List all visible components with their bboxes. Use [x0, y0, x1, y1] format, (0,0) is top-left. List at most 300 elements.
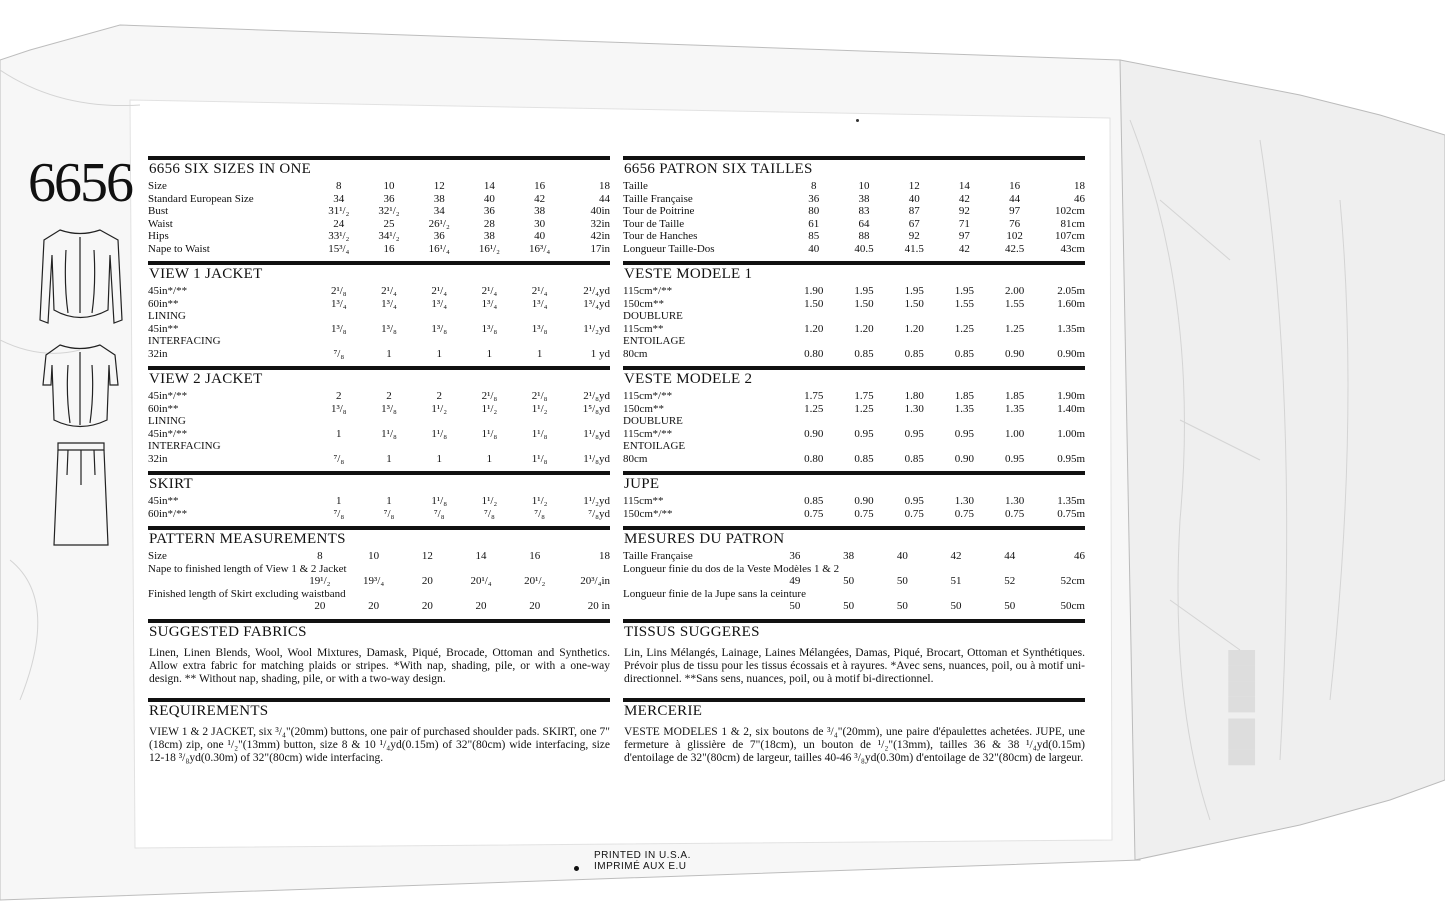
fr-requirements-title: MERCERIE	[624, 702, 703, 719]
cell-value: 80	[808, 205, 820, 217]
cell-value	[990, 335, 1040, 348]
cell-value: 1.35m	[1057, 322, 1085, 335]
fr-size-section	[623, 156, 1085, 255]
row-label: 32in	[148, 452, 168, 465]
cell-value: 16¹/₂	[478, 242, 501, 255]
table-row	[148, 243, 610, 256]
pattern-number: 6656	[28, 152, 132, 214]
cell-value: 0.95	[904, 427, 924, 440]
cell-value	[364, 440, 414, 453]
cell-value: 1	[386, 347, 392, 360]
cell-value: 40in	[590, 205, 610, 217]
cell-value	[515, 310, 565, 323]
cell-value: 10	[858, 180, 870, 192]
table-row	[623, 180, 1085, 193]
cell-value: 20	[529, 600, 541, 612]
cell-value: 1.20	[904, 322, 924, 335]
cell-value: 50	[896, 575, 908, 587]
cell-value: 16	[529, 550, 541, 562]
row-label: 45in**	[148, 495, 179, 507]
table-row	[148, 440, 610, 453]
table-row	[148, 285, 610, 298]
table-row	[148, 563, 610, 576]
cell-value: 1.85	[1004, 390, 1025, 402]
cell-value	[939, 310, 989, 323]
cell-value: 1.25	[954, 322, 975, 335]
cell-value: 2¹/₈	[481, 390, 498, 402]
cell-value: 0.95	[954, 427, 975, 440]
french-column	[623, 156, 1085, 771]
cell-value: 46	[1074, 192, 1085, 205]
en-pattern-measurements-table	[148, 550, 610, 613]
cell-value: 19³/₄	[363, 575, 385, 587]
cell-value: 50	[843, 600, 855, 612]
cell-value: 14	[475, 550, 487, 562]
cell-value: 2¹/₄	[531, 285, 548, 297]
cell-value: 15³/₄	[328, 242, 350, 255]
table-row	[148, 298, 610, 311]
en-view1-table	[148, 285, 610, 360]
row-label: DOUBLURE	[623, 415, 683, 427]
cell-value: 0.85	[904, 347, 924, 360]
cell-value: 1.85	[954, 390, 975, 402]
cell-value: 1³/₄yd	[583, 297, 610, 310]
cell-value: 88	[858, 230, 870, 242]
row-label: DOUBLURE	[623, 310, 683, 322]
row-label: INTERFACING	[148, 440, 221, 452]
cell-value: 1³/₈	[330, 322, 347, 335]
en-view2-table	[148, 390, 610, 465]
cell-value	[414, 335, 464, 348]
cell-value: 40	[808, 242, 820, 255]
en-skirt-title: SKIRT	[149, 476, 193, 492]
cell-value: 50	[950, 600, 962, 612]
cell-value: ⁷/₈	[433, 507, 445, 520]
cell-value: 1³/₄	[481, 297, 498, 310]
cell-value: 52cm	[1060, 575, 1085, 587]
spacer	[148, 600, 293, 613]
row-label: LINING	[148, 415, 186, 427]
cell-value: 2¹/₄yd	[583, 285, 610, 297]
cell-value: 1¹/₂	[481, 495, 498, 507]
row-label: Waist	[148, 217, 173, 230]
table-row	[623, 323, 1085, 336]
table-row	[148, 428, 610, 441]
cell-value: 1¹/₈	[381, 427, 397, 440]
cell-value: 1¹/₈	[431, 495, 448, 507]
cell-value: 67	[908, 217, 920, 230]
cell-value	[464, 335, 514, 348]
cell-value	[414, 440, 464, 453]
cell-value: 20¹/₂	[524, 575, 546, 587]
row-label: Bust	[148, 205, 169, 217]
cell-value: 8	[811, 180, 817, 192]
cell-value: 1.55	[1004, 297, 1025, 310]
cell-value: 1³/₄	[431, 297, 448, 310]
cell-value: 1³/₈	[431, 322, 448, 335]
table-row	[623, 335, 1085, 348]
cell-value: 1	[436, 347, 442, 360]
cell-value: 2¹/₈	[531, 390, 548, 402]
cell-value	[565, 335, 610, 348]
cell-value: 97	[1009, 205, 1021, 217]
cell-value: 38	[858, 192, 870, 205]
cell-value: 83	[858, 205, 870, 217]
cell-value: 1.50	[904, 297, 924, 310]
table-row	[623, 428, 1085, 441]
cell-value: 41.5	[904, 242, 924, 255]
table-row	[623, 243, 1085, 256]
row-label: 150cm**	[623, 402, 664, 415]
cell-value: 52	[1004, 575, 1016, 587]
cell-value: 1.30	[954, 495, 975, 507]
table-row	[148, 193, 610, 206]
cell-value: 8	[336, 180, 342, 192]
table-row	[148, 575, 610, 588]
cell-value	[565, 440, 610, 453]
cell-value: 87	[908, 205, 920, 217]
cell-value: 0.90	[804, 427, 824, 440]
table-row	[148, 415, 610, 428]
cell-value: 1¹/₈yd	[583, 427, 610, 440]
table-row	[148, 588, 610, 601]
cell-value: 25	[383, 217, 395, 230]
cell-value: 36	[808, 192, 820, 205]
cell-value: 0.85	[954, 347, 975, 360]
cell-value: 42	[958, 242, 970, 255]
fr-view2-title: VESTE MODELE 2	[624, 371, 753, 387]
cell-value: 51	[950, 575, 962, 587]
cell-value: 20	[314, 600, 326, 612]
table-row	[148, 310, 610, 323]
cell-value: 0.95m	[1057, 452, 1085, 465]
cell-value: 1¹/₈	[431, 427, 448, 440]
row-label: 115cm*/**	[623, 427, 673, 440]
cell-value	[515, 335, 565, 348]
cell-value: ⁷/₈	[534, 507, 545, 520]
en-view1-section	[148, 261, 610, 360]
cell-value: 0.90	[1004, 347, 1025, 360]
cell-value: 18	[599, 180, 610, 192]
fr-view2-table	[623, 390, 1085, 465]
cell-value: 2	[386, 390, 392, 402]
cell-value	[364, 310, 414, 323]
cell-value: ⁷/₈	[383, 507, 395, 520]
spacer	[148, 575, 293, 588]
table-row	[623, 508, 1085, 521]
row-label: 150cm*/**	[623, 507, 673, 520]
cell-value: 12	[421, 550, 433, 562]
table-row	[623, 600, 1085, 613]
cell-value: 16	[383, 242, 395, 255]
row-label: Tour de Hanches	[623, 230, 698, 242]
cell-value: 44	[1004, 550, 1016, 562]
en-pattern-measurements-title: PATTERN MEASUREMENTS	[149, 531, 346, 547]
cell-value: 36	[433, 230, 445, 242]
table-row	[623, 218, 1085, 231]
cell-value	[839, 335, 889, 348]
row-label: Nape to finished length of View 1 & 2 Jacket	[148, 562, 347, 575]
cell-value: 36	[789, 550, 801, 562]
table-row	[148, 230, 610, 243]
cell-value	[1040, 440, 1085, 453]
table-row	[623, 348, 1085, 361]
cell-value: 85	[808, 230, 820, 242]
cell-value: 1.95	[904, 285, 924, 297]
cell-value: 1.35m	[1057, 495, 1085, 507]
cell-value	[565, 310, 610, 323]
fr-view1-table	[623, 285, 1085, 360]
cell-value: 38	[843, 550, 855, 562]
cell-value: 14	[483, 180, 495, 192]
cell-value	[464, 310, 514, 323]
en-view2-section	[148, 366, 610, 465]
table-row	[148, 323, 610, 336]
cell-value: 42.5	[1004, 242, 1025, 255]
cell-value	[464, 415, 514, 428]
printed-in-usa: PRINTED IN U.S.A.	[594, 850, 691, 861]
cell-value: 42	[534, 192, 546, 205]
row-label: 45in*/**	[148, 427, 188, 440]
cell-value: 1.00m	[1057, 427, 1085, 440]
fr-skirt-section	[623, 471, 1085, 520]
table-row	[623, 298, 1085, 311]
cell-value: 102cm	[1055, 205, 1085, 217]
cell-value: 1.90	[804, 285, 824, 297]
cell-value	[990, 415, 1040, 428]
fr-requirements-text: VESTE MODELES 1 & 2, six boutons de ³/₄"(20mm), une paire d'épaulettes achetées. JUPE, une fermeture à glissière de 7"(18cm), un bouton de ¹/₂"(13mm), tailles 36 & 38 ¹/₄yd(0.15m) d'entoilage de 32"(80cm) de largeur, tailles 40-46 ³/₈yd(0.30m) d'entoilage de 32"(80cm) de largeur.	[624, 725, 1085, 764]
table-row	[148, 335, 610, 348]
cell-value: 1¹/₈	[481, 427, 498, 440]
cell-value: 1.30	[904, 402, 924, 415]
row-label: Tour de Taille	[623, 217, 685, 230]
en-fabrics-section	[148, 619, 610, 692]
cell-value	[839, 440, 889, 453]
en-pattern-measurements-section	[148, 526, 610, 613]
cell-value: 16³/₄	[529, 242, 551, 255]
row-label: 115cm**	[623, 495, 664, 507]
cell-value: 1¹/₈	[531, 452, 548, 465]
row-label: 115cm*/**	[623, 285, 673, 297]
cell-value: ⁷/₈	[333, 452, 345, 465]
cell-value: 1³/₈	[481, 322, 498, 335]
cell-value: 1	[436, 452, 442, 465]
cell-value: 8	[317, 550, 323, 562]
fr-fabrics-text: Lin, Lins Mélangés, Lainage, Laines Mélangées, Damas, Piqué, Brocart, Ottoman et Synthétiques. Prévoir plus de tissu pour les tissus écossais et à rayures. *Avec sens, nuances, poil, ou à motif uni-directionnel. **Sans sens, nuances, poil, ou à motif bi-directionnel.	[624, 646, 1085, 685]
cell-value: 1³/₈	[330, 402, 347, 415]
cell-value	[939, 335, 989, 348]
cell-value: 40	[483, 192, 495, 205]
cell-value: 1	[386, 452, 392, 465]
row-label: 115cm*/**	[623, 390, 673, 402]
cell-value: 20	[421, 600, 433, 612]
table-row	[623, 403, 1085, 416]
cell-value	[789, 440, 839, 453]
en-view2-title: VIEW 2 JACKET	[149, 371, 263, 387]
cell-value: 30	[534, 217, 546, 230]
cell-value: 50	[843, 575, 855, 587]
en-title: 6656 SIX SIZES IN ONE	[149, 161, 312, 177]
cell-value: 1¹/₂	[431, 402, 448, 415]
cell-value	[789, 415, 839, 428]
cell-value: 1	[386, 495, 392, 507]
table-row	[623, 193, 1085, 206]
cell-value: 1¹/₂	[531, 495, 548, 507]
cell-value: 2¹/₄	[381, 285, 397, 297]
cell-value: 0.95	[1004, 452, 1025, 465]
row-label: Hips	[148, 230, 169, 242]
cell-value: 40	[534, 230, 546, 242]
row-label: Longueur finie du dos de la Veste Modèles 1 & 2	[623, 562, 840, 575]
cell-value: 16¹/₄	[428, 242, 450, 255]
cell-value	[939, 415, 989, 428]
cell-value: 1.40m	[1057, 402, 1085, 415]
fr-pattern-measurements-section	[623, 526, 1085, 613]
cell-value: 38	[483, 230, 495, 242]
cell-value	[789, 310, 839, 323]
table-row	[623, 285, 1085, 298]
jacket-view1-sketch	[40, 230, 122, 323]
cell-value	[990, 310, 1040, 323]
row-label: Longueur Taille-Dos	[623, 242, 715, 255]
table-row	[623, 588, 1085, 601]
row-label: 115cm**	[623, 322, 664, 335]
cell-value: 1³/₄	[330, 297, 347, 310]
cell-value: 0.80	[804, 452, 824, 465]
cell-value: 1³/₈	[531, 322, 548, 335]
cell-value: 1.95	[954, 285, 975, 297]
row-label: 45in**	[148, 322, 179, 335]
cell-value: 16	[534, 180, 546, 192]
cell-value: 20	[475, 600, 487, 612]
cell-value: 1³/₈	[381, 322, 397, 335]
row-label: ENTOILAGE	[623, 440, 686, 452]
cell-value: 0.85	[804, 495, 824, 507]
cell-value: 0.75	[854, 507, 874, 520]
table-row	[148, 348, 610, 361]
cell-value: 2.00	[1004, 285, 1025, 297]
dot-mark	[856, 119, 859, 122]
cell-value: 61	[808, 217, 820, 230]
cell-value: 64	[858, 217, 870, 230]
cell-value	[314, 335, 364, 348]
table-row	[623, 205, 1085, 218]
row-label: 60in**	[148, 297, 179, 310]
cell-value: 33¹/₂	[328, 230, 350, 242]
cell-value	[515, 440, 565, 453]
cell-value	[464, 440, 514, 453]
fr-view1-title: VESTE MODELE 1	[624, 266, 753, 282]
cell-value: 44	[1009, 192, 1021, 205]
cell-value: 38	[433, 192, 445, 205]
row-label: 45in*/**	[148, 285, 188, 297]
cell-value: 0.80	[804, 347, 824, 360]
en-requirements-text: VIEW 1 & 2 JACKET, six ³/₄"(20mm) buttons, one pair of purchased shoulder pads. SKIRT, one 7"(18cm) zip, one ¹/₂"(13mm) button, size 8 & 10 ¹/₄yd(0.15m) of 32"(80cm) wide interfacing, size 12-18 ³/₈yd(0.30m) of 32"(80cm) wide interfacing.	[149, 725, 610, 764]
jacket-view2-sketch	[43, 345, 118, 427]
cell-value: 102	[1006, 230, 1023, 242]
row-label: ENTOILAGE	[623, 335, 686, 347]
cell-value: 0.90	[954, 452, 975, 465]
cell-value: 1.25	[1004, 322, 1025, 335]
en-skirt-section	[148, 471, 610, 520]
en-requirements-title: REQUIREMENTS	[149, 702, 269, 719]
cell-value: 0.90	[854, 495, 874, 507]
en-size-table	[148, 180, 610, 255]
cell-value: 44	[599, 192, 610, 205]
cell-value: 1³/₄	[531, 297, 548, 310]
cell-value: 1.55	[954, 297, 975, 310]
cell-value: 28	[483, 217, 495, 230]
cell-value: 1.90m	[1057, 390, 1085, 402]
table-row	[148, 495, 610, 508]
cell-value: 1.35	[954, 402, 975, 415]
cell-value: 1.20	[854, 322, 874, 335]
spacer	[623, 575, 768, 588]
cell-value	[314, 310, 364, 323]
cell-value: 43cm	[1060, 242, 1085, 255]
cell-value: 17in	[590, 242, 610, 255]
cell-value: 49	[789, 575, 801, 587]
fr-requirements-section	[623, 698, 1085, 771]
table-row	[148, 403, 610, 416]
cell-value: 50cm	[1060, 600, 1085, 612]
cell-value: 0.85	[904, 452, 924, 465]
cell-value: 0.75m	[1057, 507, 1085, 520]
cell-value: 14	[958, 180, 970, 192]
table-row	[148, 180, 610, 193]
cell-value: 1.30	[1004, 495, 1025, 507]
imprime-aux-eu: IMPRIMÉ AUX E.U	[594, 861, 687, 872]
cell-value	[1040, 415, 1085, 428]
row-label: 80cm	[623, 347, 648, 360]
cell-value: 1 yd	[590, 347, 610, 360]
cell-value: 10	[383, 180, 395, 192]
cell-value: 1.00	[1004, 427, 1025, 440]
footer-bullet	[574, 866, 579, 871]
row-label: Longueur finie de la Jupe sans la ceinture	[623, 587, 806, 600]
table-row	[148, 508, 610, 521]
cell-value: 0.95	[854, 427, 874, 440]
printed-in-notice	[594, 850, 691, 872]
row-label: Taille Française	[623, 550, 693, 562]
cell-value: 1¹/₂yd	[583, 495, 610, 507]
row-label: Tour de Poitrine	[623, 205, 695, 217]
cell-value	[889, 335, 939, 348]
cell-value: 2.05m	[1057, 285, 1085, 297]
row-label: Standard European Size	[148, 192, 254, 205]
english-column	[148, 156, 610, 771]
cell-value: 42	[958, 192, 970, 205]
cell-value: 32in	[590, 217, 610, 230]
en-size-section	[148, 156, 610, 255]
table-row	[148, 218, 610, 231]
table-row	[623, 453, 1085, 466]
cell-value: 34	[333, 192, 345, 205]
table-row	[623, 563, 1085, 576]
cell-value: ⁷/₈	[333, 507, 345, 520]
cell-value: 46	[1074, 550, 1085, 562]
cell-value: 20	[421, 575, 433, 587]
cell-value: 1.25	[854, 402, 874, 415]
cell-value: 1³/₈	[381, 402, 397, 415]
row-label: 32in	[148, 347, 168, 360]
cell-value	[314, 415, 364, 428]
cell-value: 42in	[590, 230, 610, 242]
skirt-sketch	[54, 443, 108, 545]
table-row	[623, 440, 1085, 453]
cell-value	[889, 310, 939, 323]
cell-value: 50	[896, 600, 908, 612]
